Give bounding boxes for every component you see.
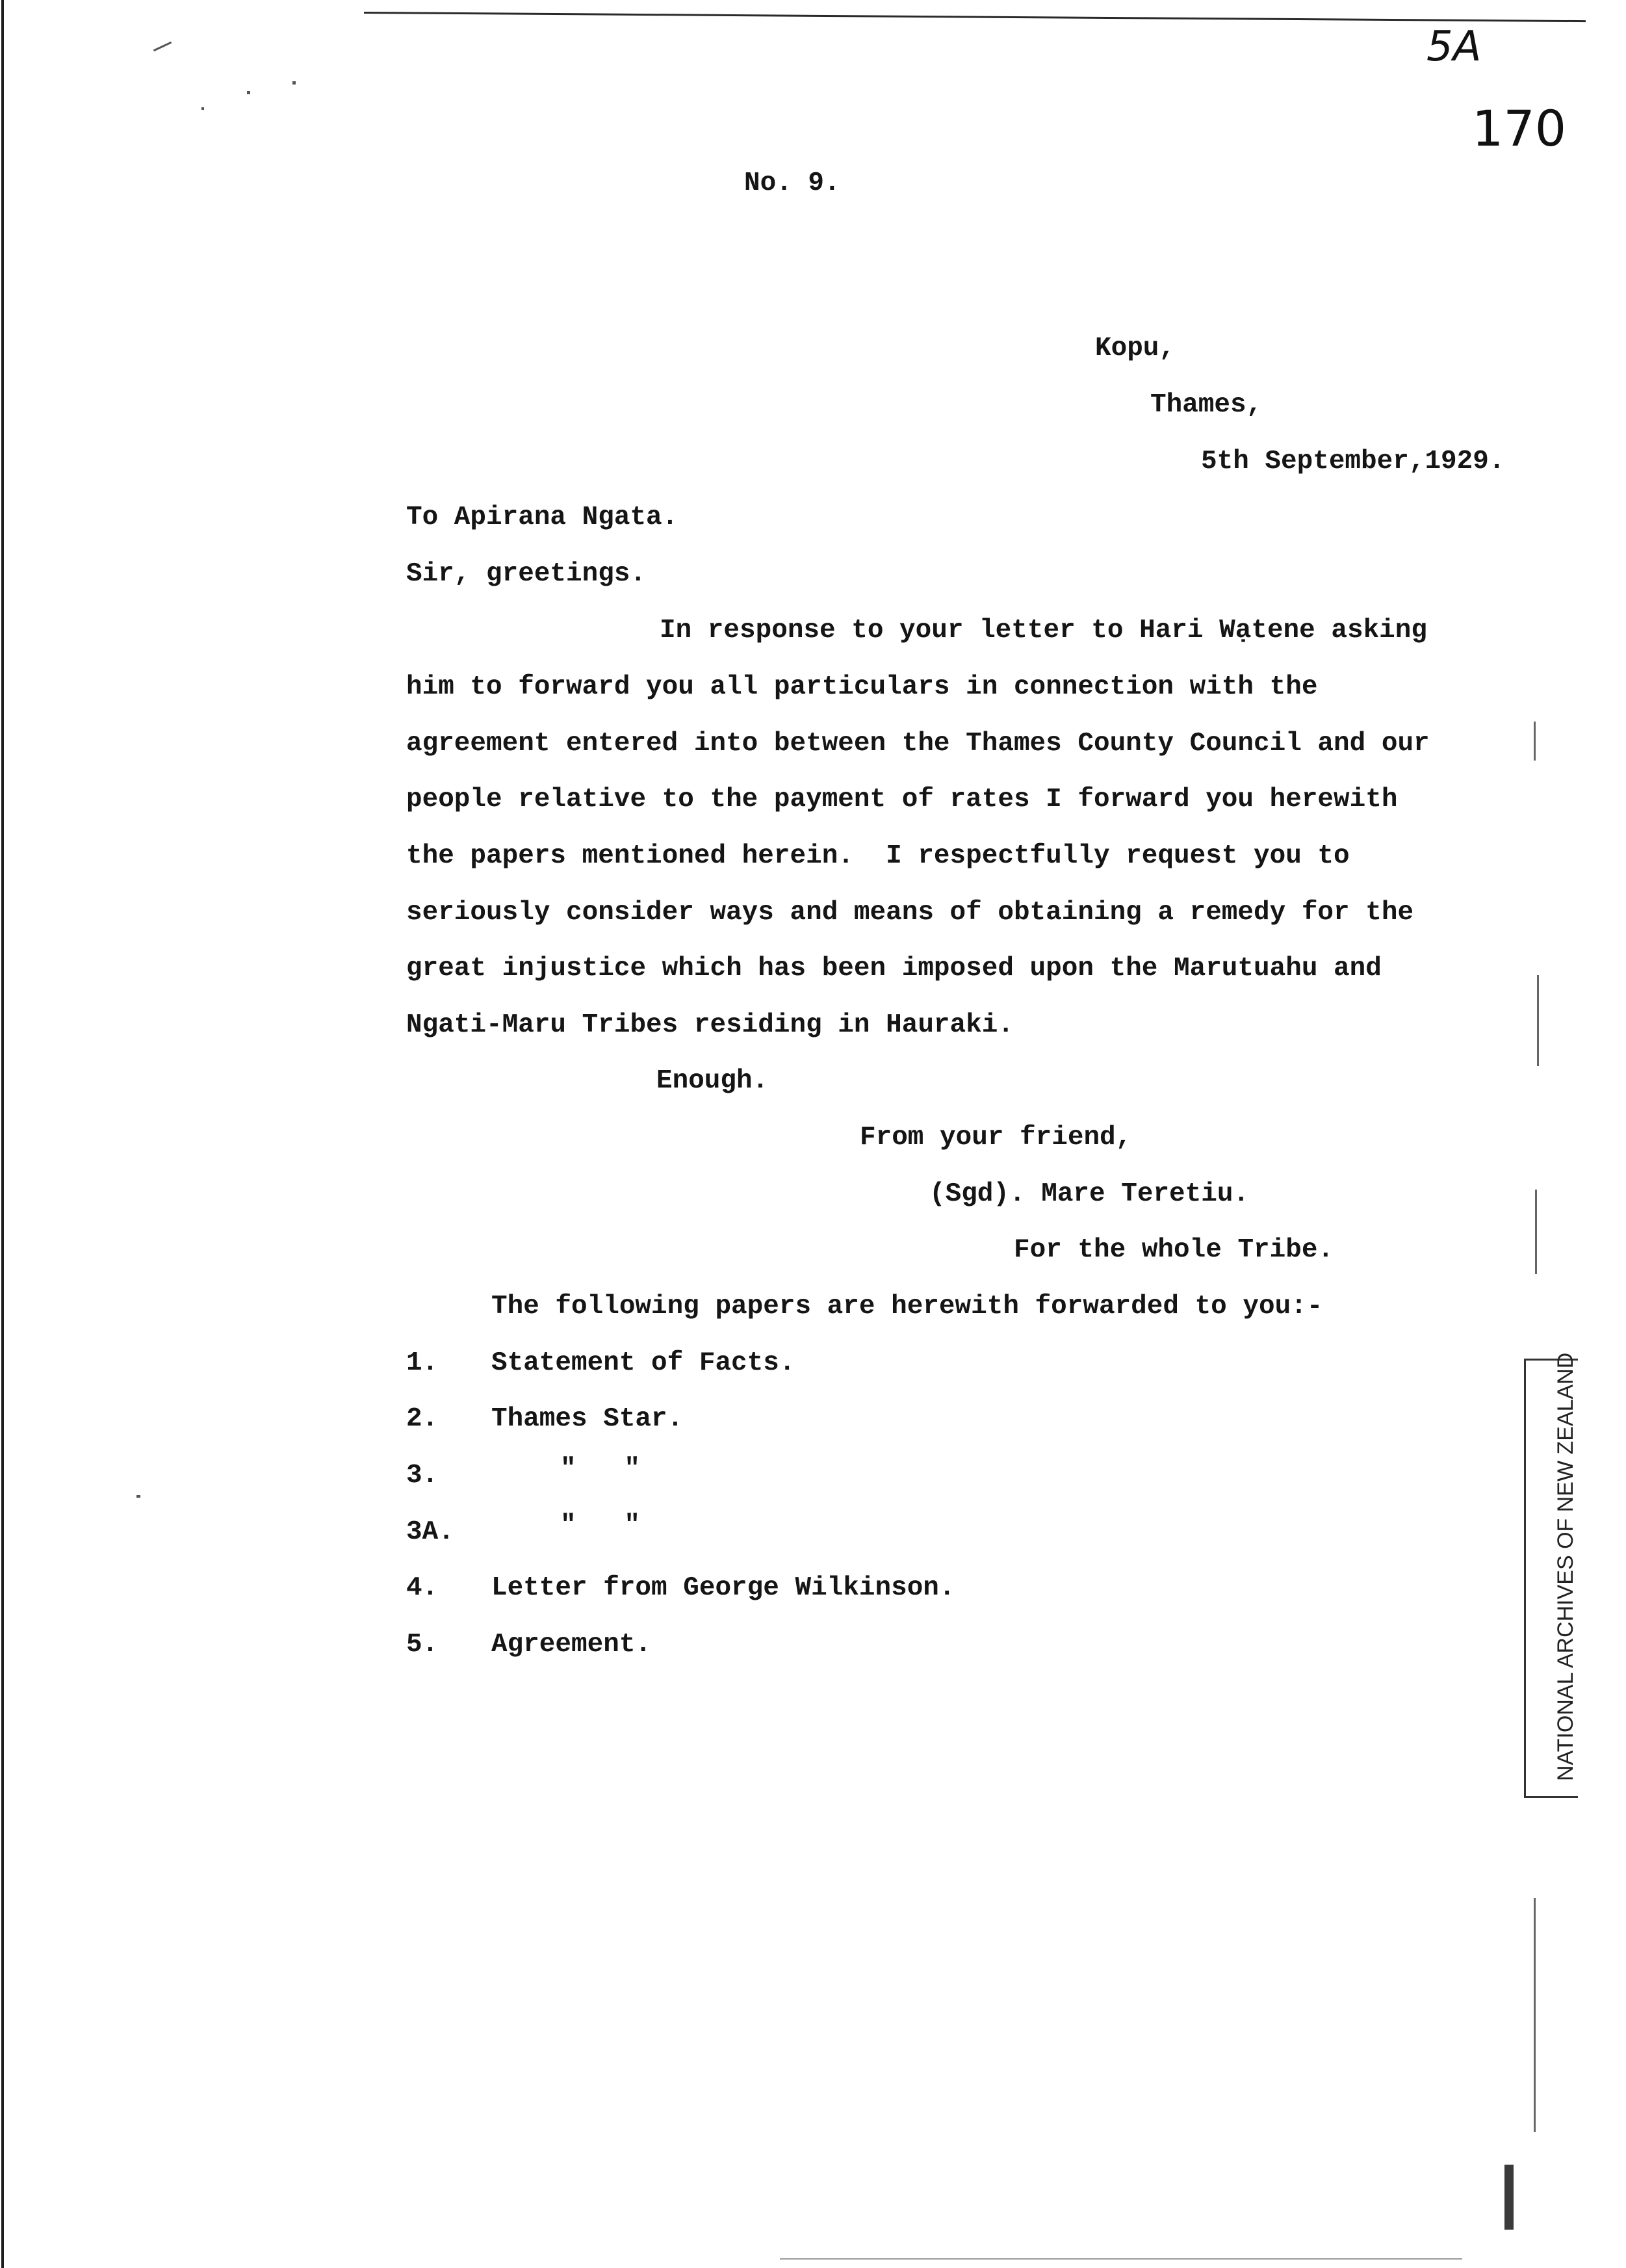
enclosure-title: Thames Star.	[491, 1404, 684, 1434]
page-edge-left	[1, 0, 4, 2268]
body-line: seriously consider ways and means of obtaining a remedy for the	[406, 898, 1414, 928]
scan-speck	[136, 1495, 140, 1498]
address-line-1: Kopu,	[1095, 333, 1176, 363]
scan-margin-mark	[1535, 1190, 1537, 1274]
enclosure-title: Agreement.	[491, 1630, 652, 1660]
archive-stamp-text: NATIONAL ARCHIVES OF NEW ZEALAND	[1553, 1352, 1578, 1781]
folio-annotation-top: 5A	[1426, 23, 1482, 71]
closing-enough: Enough.	[656, 1066, 769, 1096]
body-line: people relative to the payment of rates I forward you herewith	[406, 785, 1398, 815]
enclosure-title: Letter from George Wilkinson.	[491, 1573, 955, 1603]
page-edge-bottom	[780, 2258, 1462, 2260]
enclosure-number: 5.	[406, 1630, 439, 1660]
scan-speck	[1504, 2165, 1514, 2230]
body-line: great injustice which has been imposed upon the Marutuahu and	[406, 954, 1382, 984]
closing-from: From your friend,	[860, 1123, 1132, 1153]
scan-speck	[201, 107, 204, 110]
enclosure-number: 4.	[406, 1573, 439, 1603]
body-line: In response to your letter to Hari Wạtene asking	[660, 616, 1427, 645]
enclosure-number: 1.	[406, 1348, 439, 1378]
address-line-2: Thames,	[1150, 390, 1263, 420]
scan-speck	[153, 42, 172, 51]
scan-speck	[247, 91, 250, 94]
scan-margin-mark	[1537, 975, 1539, 1066]
recipient: To Apirana Ngata.	[406, 502, 678, 532]
scan-speck	[292, 81, 296, 85]
closing-tribe: For the whole Tribe.	[1014, 1235, 1334, 1265]
enclosure-number: 3.	[406, 1461, 439, 1491]
enclosure-title: Statement of Facts.	[491, 1348, 795, 1378]
enclosure-title: " "	[560, 1511, 641, 1541]
document-number: No. 9.	[744, 168, 840, 198]
body-line: him to forward you all particulars in connection with the	[406, 672, 1318, 702]
page-edge-top	[364, 12, 1586, 22]
body-line: the papers mentioned herein. I respectfully request you to	[406, 841, 1350, 871]
enclosure-number: 3A.	[406, 1517, 454, 1547]
scan-margin-mark	[1534, 722, 1536, 761]
enclosure-number: 2.	[406, 1404, 439, 1434]
greeting: Sir, greetings.	[406, 559, 647, 589]
enclosures-intro: The following papers are herewith forwarded to you:-	[491, 1292, 1323, 1322]
scan-margin-mark	[1534, 1898, 1536, 2132]
letter-date: 5th September,1929.	[1201, 447, 1505, 476]
enclosure-title: " "	[560, 1454, 641, 1484]
folio-annotation: 170	[1472, 99, 1567, 157]
body-line: Ngati-Maru Tribes residing in Hauraki.	[406, 1010, 1014, 1040]
signature-line: (Sgd). Mare Teretiu.	[929, 1179, 1250, 1209]
body-line: agreement entered into between the Thames County Council and our	[406, 729, 1430, 759]
